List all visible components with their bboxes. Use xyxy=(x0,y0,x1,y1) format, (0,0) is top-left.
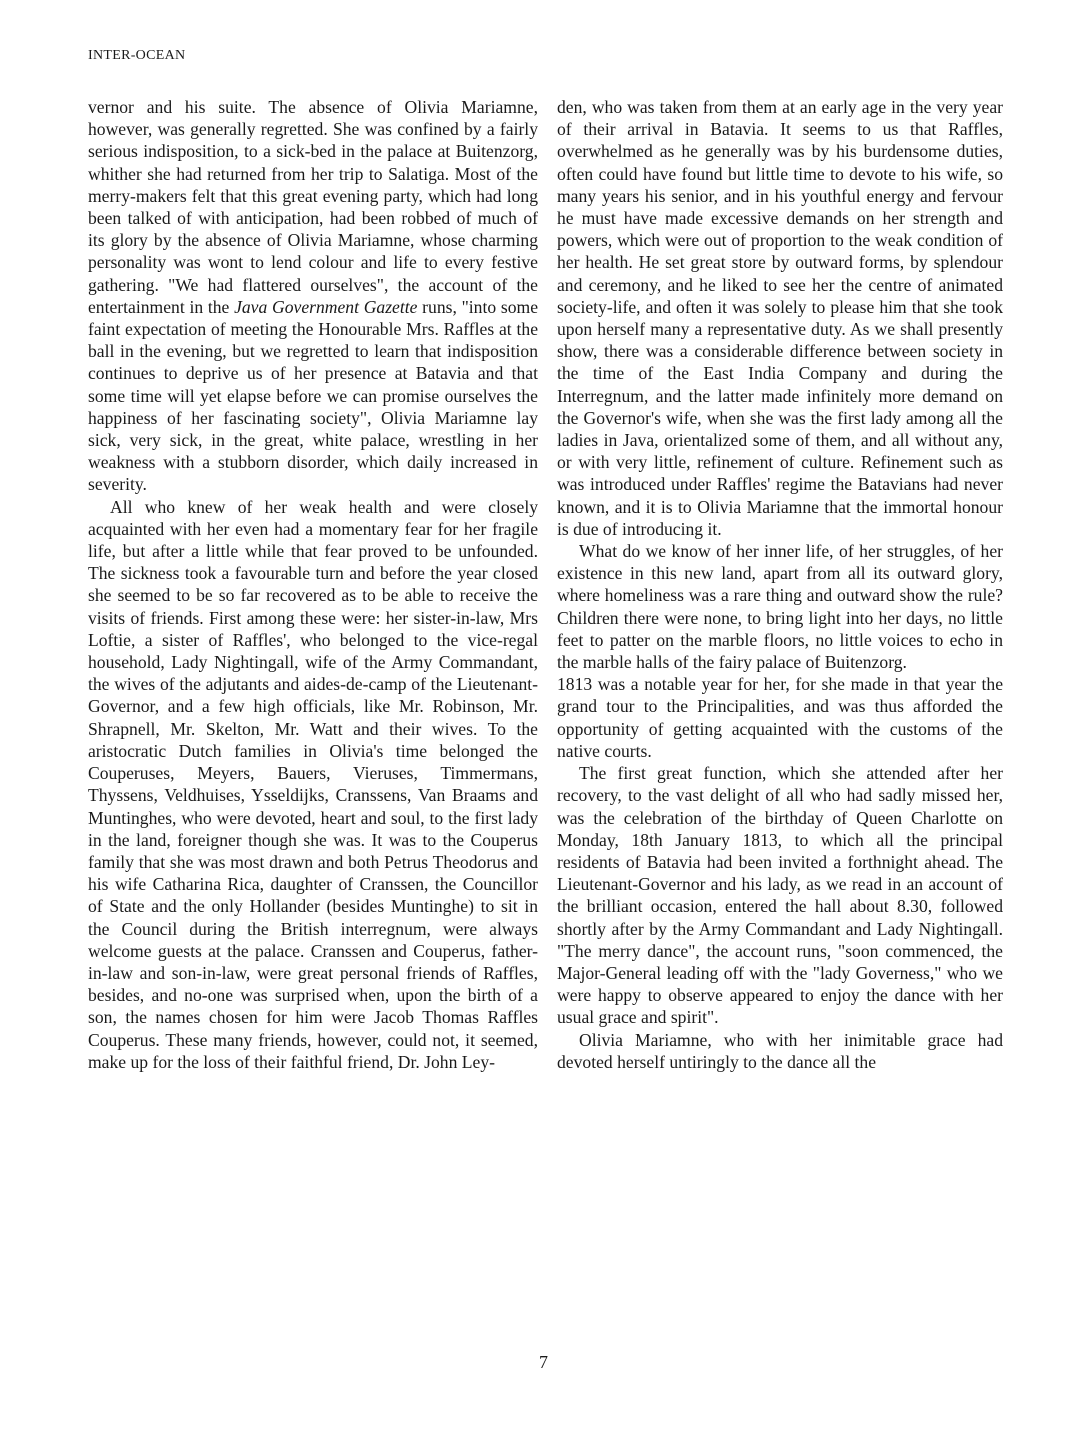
paragraph xyxy=(88,96,538,496)
left-column xyxy=(88,96,538,1073)
paragraph-text: vernor and his suite. The absence of Olivia Mariamne, however, was generally regretted. She was confined by a fairly serious indisposition, to a sick-bed in the palace at Buitenzorg, whither she had returned from her trip to Salatiga. Most of the merry-makers felt that this great evening party, which had long been talked of with anticipation, had been robbed of much of its glory by the absence of Olivia Mariamne, whose charming personality was wont to lend colour and life to every festive gathering. "We had flattered ourselves", the account of the entertainment in the xyxy=(88,97,538,317)
paragraph-text: runs, "into some faint expectation of meeting the Honourable Mrs. Raffles at the ball in the evening, but we regretted to learn that indisposition continues to deprive us of her presence at Batavia and that some time will yet elapse before we can promise ourselves the happiness of her fascinating society", Olivia Mariamne lay sick, very sick, in the great, white palace, wrestling in her weakness with a stubborn disorder, which daily increased in severity. xyxy=(88,296,539,495)
paragraph: 1813 was a notable year for her, for she made in that year the grand tour to the Principalities, and was thus afforded the opportunity of getting acquainted with the customs of the native courts. xyxy=(557,674,1003,761)
paragraph: The first great function, which she attended after her recovery, to the vast delight of all who had sadly missed her, was the celebration of the birthday of Queen Charlotte on Monday, 18th January 1813, to which all the principal residents of Batavia had been invited a forthnight ahead. The Lieutenant-Governor and his lady, as we read in an account of the brilliant occasion, entered the hall about 8.30, followed shortly after by the Army Commandant and Lady Nightingall. "The merry dance", the account runs, "soon commenced, the Major-General leading off with the "lady Governess," who we were happy to observe appeared to enjoy the dance with her usual grace and spirit". xyxy=(557,763,1003,1028)
paragraph: What do we know of her inner life, of her struggles, of her existence in this new land, apart from all its outward glory, where homeliness was a rare thing and outward show the rule? Children there were none, to bring light into her days, no little feet to patter on the marble floors, no little voices to echo in the marble halls of the fairy palace of Buitenzorg. xyxy=(557,541,1003,673)
right-column xyxy=(557,96,1003,1073)
paragraph: All who knew of her weak health and were closely acquainted with her even had a momentary fear for her fragile life, but after a little while that fear proved to be unfounded. The sickness took a favourable turn and before the year closed she seemed to be so far recovered as to be able to receive the visits of friends. First among these were: her sister-in-law, Mrs Loftie, a sister of Raffles', who belonged to the vice-regal household, Lady Nightingall, wife of the Army Commandant, the wives of the adjutants and aides-de-camp of the Lieutenant-Governor, and a few high officials, like Mr. Robinson, Mr. Shrapnell, Mr. Skelton, Mr. Watt and their wives. To the aristocratic Dutch families in Olivia's time belonged the Couperuses, Meyers, Bauers, Vieruses, Timmermans, Thyssens, Veldhuises, Ysseldijks, Cranssens, Van Braams and Muntinghes, who were devoted, heart and soul, to the first lady in the land, foreigner though she was. It was to the Couperus family that she was most drawn and both Petrus Theodorus and his wife Catharina Rica, daughter of Cranssen, the Councillor of State and the only Hollander (besides Muntinghe) to sit in the Council during the British interregnum, were always welcome guests at the palace. Cranssen and Couperus, father-in-law and son-in-law, were great personal friends of Raffles, besides, and no-one was surprised when, upon the birth of a son, the names chosen for him were Jacob Thomas Raffles Couperus. These many friends, however, could not, it seemed, make up for the loss of their faithful friend, Dr. John Ley- xyxy=(88,496,538,1072)
page-number: 7 xyxy=(539,1352,548,1372)
running-head: INTER-OCEAN xyxy=(88,48,186,63)
paragraph: Olivia Mariamne, who with her inimitable grace had devoted herself untiringly to the dance all the xyxy=(557,1029,1003,1072)
publication-title: Java Government Gazette xyxy=(234,296,418,317)
paragraph: den, who was taken from them at an early age in the very year of their arrival in Batavia. It seems to us that Raffles, overwhelmed as he generally was by his burdensome duties, often could have found but little time to devote to his wife, so many years his senior, and in his youthful energy and fervour he must have made excessive demands on her strength and powers, which were out of proportion to the weak condition of her health. He set great store by outward forms, by splendour and ceremony, and he liked to see her the centre of animated society-life, and often it was solely to please him that she took upon herself many a representative duty. As we shall presently show, there was a considerable difference between society in the time of the East India Company and during the Interregnum, and the latter made infinitely more demand on the Governor's wife, when she was the first lady among all the ladies in Java, orientalized some of them, and all without any, or with very little, refinement of culture. Refinement such as was introduced under Raffles' regime the Batavians had never known, and it is to Olivia Mariamne that the immortal honour is due of introducing it. xyxy=(557,97,1003,539)
